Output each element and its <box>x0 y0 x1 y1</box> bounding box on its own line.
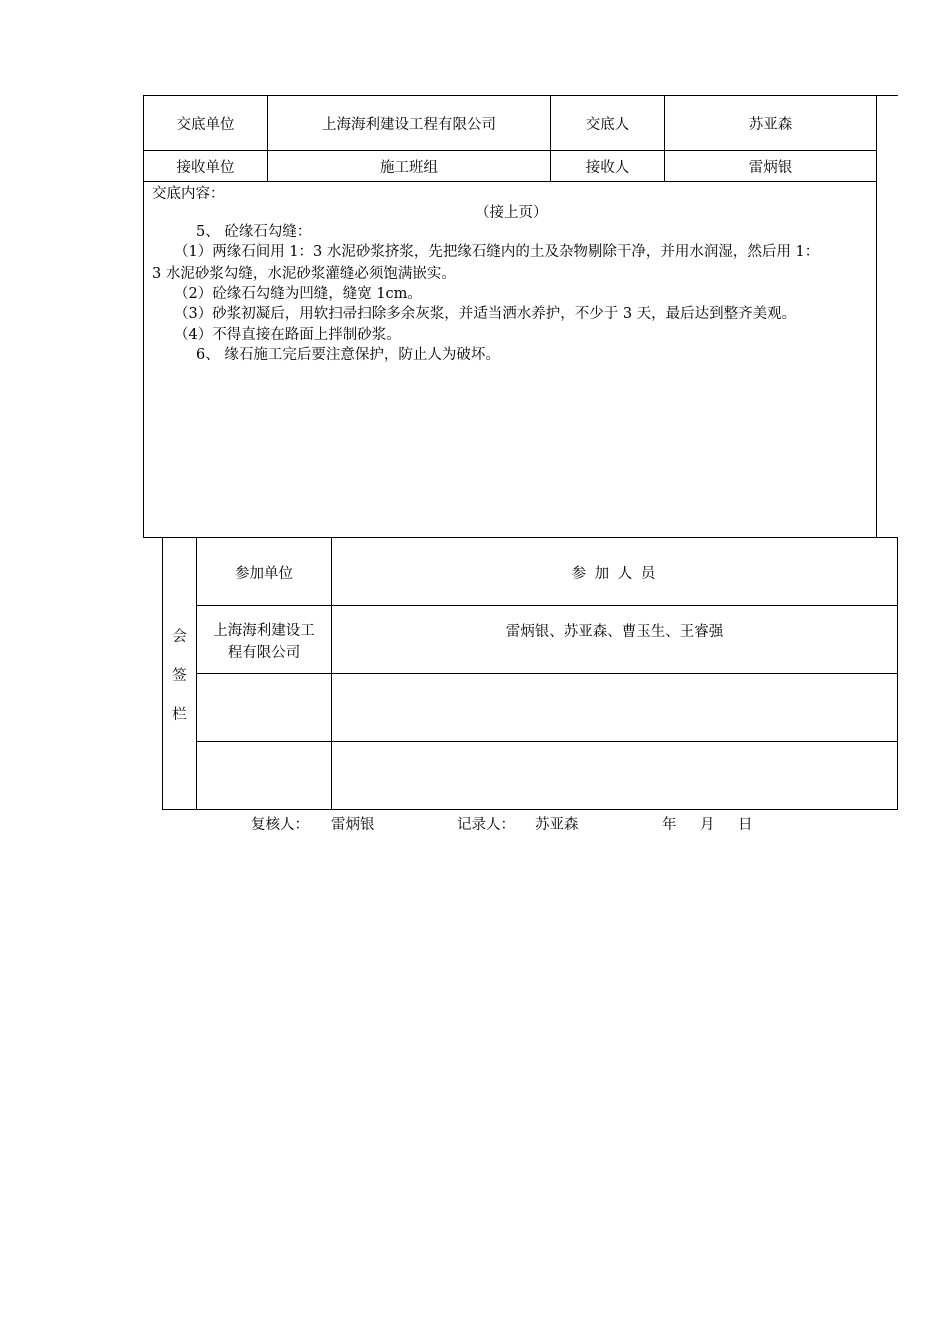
giver-unit-label: 交底单位 <box>176 116 235 133</box>
unit-header: 参加单位 <box>235 565 293 582</box>
content-label: 交底内容： <box>152 186 225 202</box>
row3-people <box>332 742 897 809</box>
month-label: 月 <box>700 817 715 833</box>
receiver-person-value: 雷炳银 <box>748 159 793 176</box>
content-line-4: （2）砼缘石勾缝为凹缝，缝宽 1cm。 <box>174 286 422 302</box>
year-label: 年 <box>662 817 677 833</box>
row1-unit-line2: 程有限公司 <box>227 645 301 661</box>
recorder-value: 苏亚森 <box>535 817 579 833</box>
side-char-1: 会 <box>172 629 187 645</box>
reviewer-value: 雷炳银 <box>331 817 375 833</box>
giver-person-label: 交底人 <box>585 116 630 133</box>
receiver-person-label: 接收人 <box>585 159 630 176</box>
giver-unit-value: 上海海利建设工程有限公司 <box>322 116 496 133</box>
content-line-7: 6、 缘石施工完后要注意保护，防止人为破坏。 <box>196 347 500 363</box>
side-char-2: 签 <box>172 668 187 684</box>
content-line-2: （1）两缘石间用 1：3 水泥砂浆挤浆，先把缘石缝内的土及杂物剔除干净，并用水润湿，然后用 1： <box>174 244 820 260</box>
giver-person-value: 苏亚森 <box>748 116 793 133</box>
continued-note: （接上页） <box>475 205 548 221</box>
people-header: 参 加 人 员 <box>571 565 658 582</box>
content-line-1: 5、 砼缘石勾缝： <box>196 224 312 240</box>
row3-unit <box>197 742 331 809</box>
row2-people <box>332 674 897 741</box>
row2-unit <box>197 674 331 741</box>
row1-unit-line1: 上海海利建设工 <box>213 623 315 639</box>
side-char-3: 栏 <box>172 707 187 723</box>
recorder-label: 记录人： <box>457 817 515 833</box>
receiver-unit-label: 接收单位 <box>176 159 235 176</box>
content-line-5: （3）砂浆初凝后，用软扫帚扫除多余灰浆，并适当洒水养护，不少于 3 天，最后达到整齐美观。 <box>174 306 797 322</box>
row1-unit <box>197 620 331 664</box>
signoff-side-label <box>163 622 196 739</box>
row1-people: 雷炳银、苏亚森、曹玉生、王睿强 <box>505 624 724 640</box>
day-label: 日 <box>738 817 753 833</box>
content-line-6: （4）不得直接在路面上拌制砂浆。 <box>174 327 401 343</box>
reviewer-label: 复核人： <box>251 817 309 833</box>
receiver-unit-value: 施工班组 <box>380 159 438 176</box>
content-line-3: 3 水泥砂浆勾缝，水泥砂浆灌缝必须饱满嵌实。 <box>152 266 456 282</box>
